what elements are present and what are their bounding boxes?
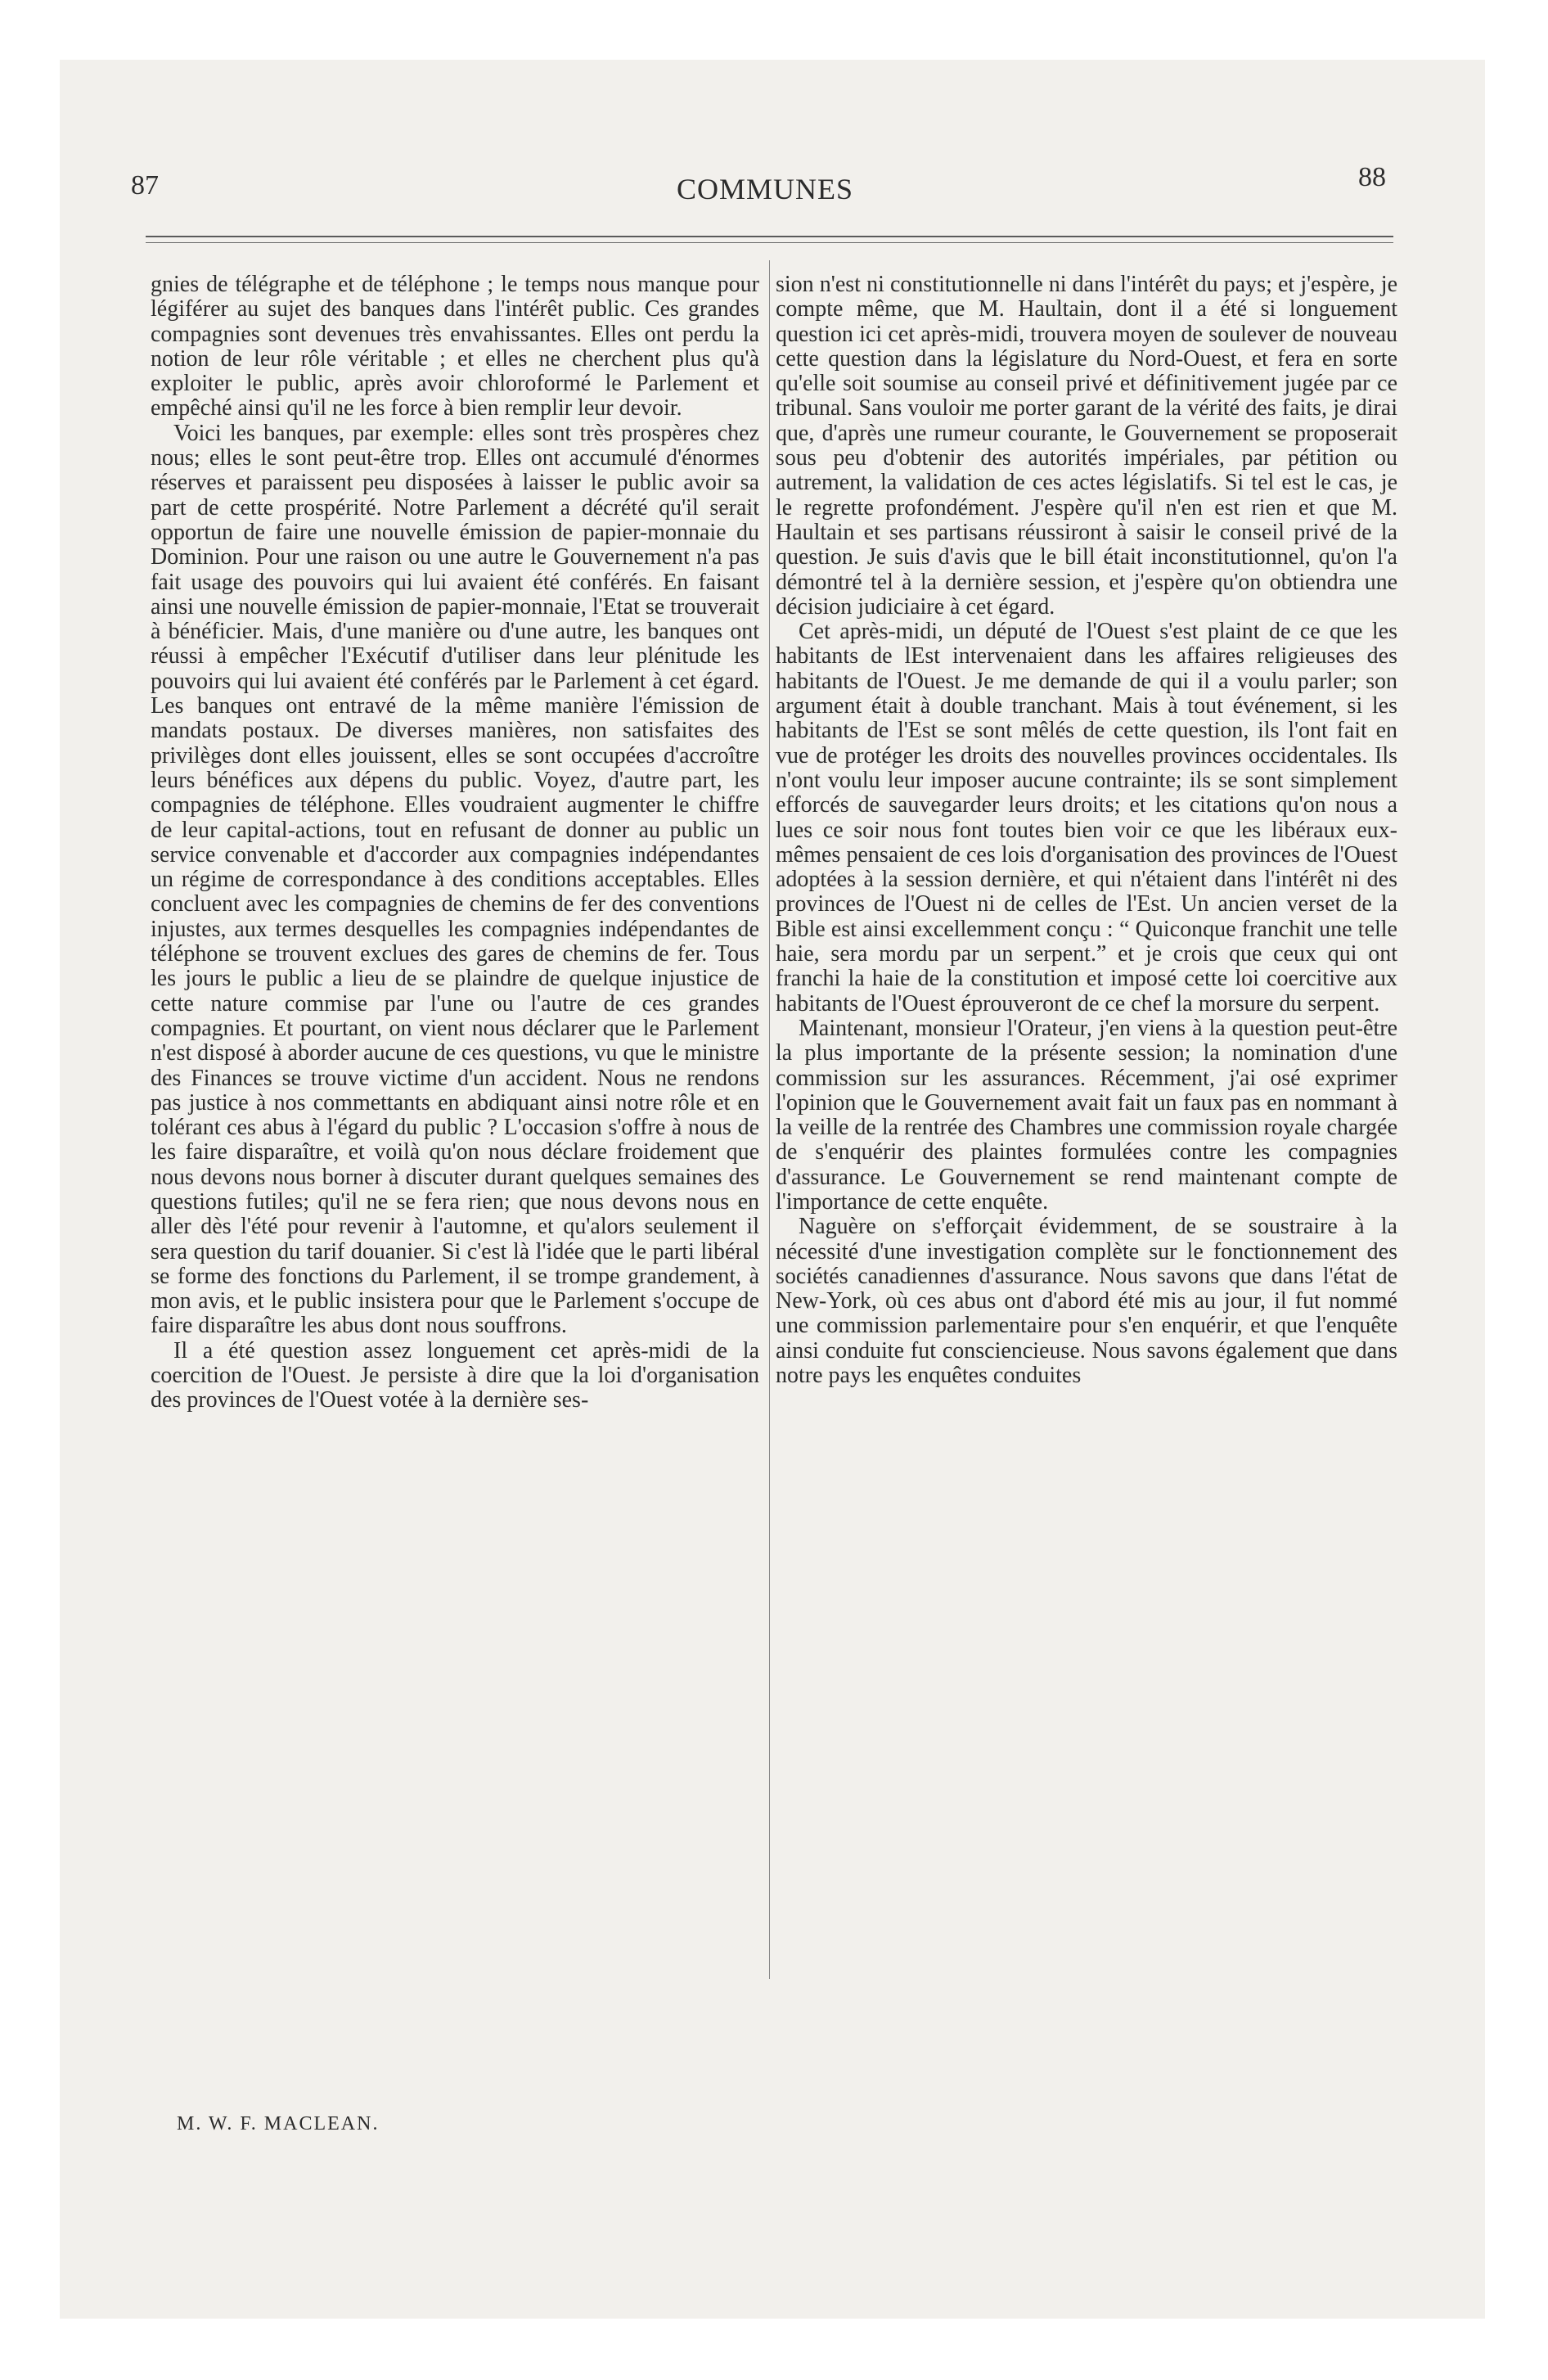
right-column — [776, 273, 1397, 1388]
paragraph: Cet après-midi, un député de l'Ouest s'est plaint de ce que les habitants de lEst intervenaient dans les affaires religieuses des habitants de l'Ouest. Je me demande de qui il a voulu parler; son argument était à double tranchant. Mais à tout événement, si les habitants de l'Est se sont mêlés de cette question, ils l'ont fait en vue de protéger les droits des nouvelles provinces occidentales. Ils n'ont voulu leur imposer aucune contrainte; ils se sont simplement efforcés de sauvegarder leurs droits; et les citations qu'on nous a lues ce soir nous font toutes bien voir ce que les libéraux eux-mêmes pensaient de ces lois d'organisation des provinces de l'Ouest adoptées à la session dernière, et qui n'étaient dans l'intérêt ni des provinces de l'Ouest ni de celles de l'Est. Un ancien verset de la Bible est ainsi excellemment conçu : “ Quiconque franchit une telle haie, sera mordu par un serpent.” et je crois que ceux qui ont franchi la haie de la constitution et imposé cette loi coercitive aux habitants de l'Ouest éprouveront de ce chef la morsure du serpent. — [776, 619, 1397, 1016]
running-head-title: COMMUNES — [676, 173, 854, 205]
paragraph: sion n'est ni constitutionnelle ni dans l'intérêt du pays; et j'espère, je compte même, que M. Haultain, dont il a été si longuement question ici cet après-midi, trouvera moyen de soulever de nouveau cette question dans la législature du Nord-Ouest, et fera en sorte qu'elle soit soumise au conseil privé et définitivement jugée par ce tribunal. Sans vouloir me porter garant de la vérité des faits, je dirai que, d'après une rumeur courante, le Gouvernement se proposerait sous peu d'obtenir des autorités impériales, par pétition ou autrement, la validation de ces actes législatifs. Si tel est le cas, je le regrette profondément. J'espère qu'il n'en est rien et que M. Haultain et ses partisans réussiront à saisir le conseil privé de la question. Je suis d'avis que le bill était inconstitutionnel, qu'on l'a démontré tel à la dernière session, et j'espère qu'on obtiendra une décision judiciaire à cet égard. — [776, 272, 1397, 620]
page-number-right: 88 — [1358, 162, 1386, 192]
header-rule — [146, 236, 1393, 237]
paragraph: Naguère on s'efforçait évidemment, de se soustraire à la nécessité d'une investigation complète sur le fonctionnement des sociétés canadiennes d'assurance. Nous savons que dans l'état de New-York, où ces abus ont d'abord été mis au jour, il fut nommé une commission parlementaire pour s'en enquérir, et que l'enquête ainsi conduite fut consciencieuse. Nous savons également que dans notre pays les enquêtes conduites — [776, 1214, 1397, 1389]
left-column — [151, 273, 759, 1413]
page-number-left: 87 — [131, 170, 159, 201]
column-divider — [769, 260, 770, 1979]
paragraph: gnies de télégraphe et de téléphone ; le temps nous manque pour légiférer au sujet des banques dans l'intérêt public. Ces grandes compagnies sont devenues très envahissantes. Elles ont perdu la notion de leur rôle véritable ; et elles ne cherchent plus qu'à exploiter le public, après avoir chloroformé le Parlement et empêché ainsi qu'il ne les force à bien remplir leur devoir. — [151, 272, 759, 421]
header-rule-thin — [146, 242, 1393, 243]
paragraph: Il a été question assez longuement cet après-midi de la coercition de l'Ouest. Je persiste à dire que la loi d'organisation des provinces de l'Ouest votée à la dernière ses- — [151, 1337, 759, 1413]
paragraph: Voici les banques, par exemple: elles sont très prospères chez nous; elles le sont peut-être trop. Elles ont accumulé d'énormes réserves et paraissent peu disposées à laisser le public avoir sa part de cette prospérité. Notre Parlement a décrété qu'il serait opportun de faire une nouvelle émission de papier-monnaie du Dominion. Pour une raison ou une autre le Gouvernement n'a pas fait usage des pouvoirs qui lui avaient été conférés. En faisant ainsi une nouvelle émission de papier-monnaie, l'Etat se trouverait à bénéficier. Mais, d'une manière ou d'une autre, les banques ont réussi à empêcher l'Exécutif d'utiliser dans leur plénitude les pouvoirs qui lui avaient été conférés par le Parlement à cet égard. Les banques ont entravé de la même manière l'émission de mandats postaux. De diverses manières, non satisfaites des privilèges dont elles jouissent, elles se sont occupées d'accroître leurs bénéfices aux dépens du public. Voyez, d'autre part, les compagnies de téléphone. Elles voudraient augmenter le chiffre de leur capital-actions, tout en refusant de donner au public un service convenable et d'accorder aux compagnies indépendantes un régime de correspondance à des conditions acceptables. Elles concluent avec les compagnies de chemins de fer des conventions injustes, aux termes desquelles les compagnies indépendantes de téléphone se trouvent exclues des gares de chemins de fer. Tous les jours le public a lieu de se plaindre de quelque injustice de cette nature commise par l'une ou l'autre de ces grandes compagnies. Et pourtant, on vient nous déclarer que le Parlement n'est disposé à aborder aucune de ces questions, vu que le ministre des Finances se trouve victime d'un accident. Nous ne rendons pas justice à nos commettants en abdiquant ainsi notre rôle et en tolérant ces abus à l'égard du public ? L'occasion s'offre à nous de les faire disparaître, et voilà qu'on nous déclare froidement que nous devons nous borner à discuter durant quelques semaines des questions futiles; qu'il ne se fera rien; que nous devons nous en aller dès l'été pour revenir à l'automne, et qu'alors seulement il sera question du tarif douanier. Si c'est là l'idée que le parti libéral se forme des fonctions du Parlement, il se trompe grandement, à mon avis, et le public insistera pour que le Parlement s'occupe de faire disparaître les abus dont nous souffrons. — [151, 420, 759, 1339]
speaker-signature: M. W. F. MACLEAN. — [177, 2113, 380, 2134]
paragraph: Maintenant, monsieur l'Orateur, j'en viens à la question peut-être la plus importante de la présente session; la nomination d'une commission sur les assurances. Récemment, j'ai osé exprimer l'opinion que le Gouvernement avait fait un faux pas en nommant à la veille de la rentrée des Chambres une commission royale chargée de s'enquérir des plaintes formulées contre les compagnies d'assurance. Le Gouvernement se rend maintenant compte de l'importance de cette enquête. — [776, 1015, 1397, 1215]
